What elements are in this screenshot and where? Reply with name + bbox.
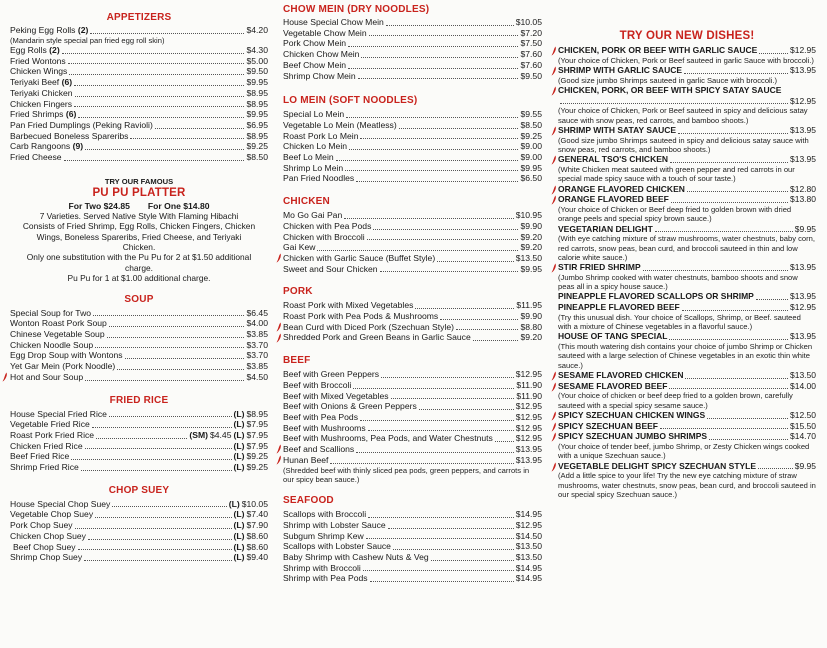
list-item: Shrimp Fried Rice (L) $9.25 bbox=[10, 462, 268, 473]
dish-block bbox=[558, 194, 816, 223]
list-item: CHICKEN, PORK OR BEEF WITH GARLIC SAUCE $12.95 bbox=[558, 45, 816, 55]
item-description: (Good size jumbo Shrimps sauteed in garlic Sauce with broccoli.) bbox=[558, 75, 778, 85]
chili-pepper-icon bbox=[551, 86, 557, 96]
list-item: SPICY SZECHUAN CHICKEN WINGS $12.50 bbox=[558, 410, 816, 421]
dish-block bbox=[558, 331, 816, 370]
dish-block bbox=[558, 410, 816, 421]
list-item: SPICY SZECHUAN BEEF $15.50 bbox=[558, 420, 816, 431]
pupu-line: Pu Pu for 1 at $1.00 additional charge. bbox=[67, 273, 211, 284]
list-item: VEGETARIAN DELIGHT $9.95 bbox=[558, 223, 816, 234]
chicken-heading: CHICKEN bbox=[283, 196, 330, 208]
list-item: Mo Go Gai Pan $10.95 bbox=[283, 210, 542, 221]
chili-pepper-icon bbox=[551, 195, 557, 205]
list-item: Special Lo Mein $9.55 bbox=[283, 109, 542, 120]
chili-pepper-icon bbox=[2, 372, 8, 382]
item-description: (White Chicken meat sauteed with green pepper and red carrots in our special made spicy sauce with a touch of sour taste.) bbox=[558, 165, 795, 184]
item-description: (Shredded beef with thinly sliced pea pods, green peppers, and carrots in our spicy bean sauce.) bbox=[283, 465, 530, 484]
list-item: Pan Fried Dumplings (Peking Ravioli) $6.95 bbox=[10, 119, 268, 130]
dish-block bbox=[558, 381, 816, 410]
list-item: Chicken Lo Mein $9.00 bbox=[283, 141, 542, 152]
list-item: Vegetable Lo Mein (Meatless) $8.50 bbox=[283, 119, 542, 130]
list-item: Beef Lo Mein $9.00 bbox=[283, 152, 542, 163]
list-item: Fried Cheese $8.50 bbox=[10, 152, 268, 163]
dish-block bbox=[558, 370, 816, 381]
chili-pepper-icon bbox=[276, 444, 282, 454]
list-item: GENERAL TSO'S CHICKEN $13.95 bbox=[558, 154, 816, 165]
seafood-list bbox=[283, 509, 542, 584]
pupu-line: Wings, Boneless Spareribs, Fried Cheese, and Teriyaki bbox=[36, 231, 242, 242]
list-item: Pork Chop Suey (L) $7.90 bbox=[10, 520, 268, 531]
list-item: Fried Shrimps (6) $9.95 bbox=[10, 109, 268, 120]
list-item: Teriyaki Chicken $8.95 bbox=[10, 87, 268, 98]
pupu-platter-block bbox=[10, 177, 268, 284]
list-item: Egg Drop Soup with Wontons $3.70 bbox=[10, 350, 268, 361]
list-item: Pork Chow Mein $7.50 bbox=[283, 38, 542, 49]
chili-pepper-icon bbox=[551, 126, 557, 136]
list-item: Yet Gar Mein (Pork Noodle) $3.85 bbox=[10, 361, 268, 372]
chow-mein-list bbox=[283, 17, 542, 81]
list-item: Special Soup for Two $6.45 bbox=[10, 307, 268, 318]
fried-rice-list bbox=[10, 409, 268, 473]
list-item: PINEAPPLE FLAVORED BEEF $12.95 bbox=[558, 302, 816, 313]
list-item: Carb Rangoons (9) $9.25 bbox=[10, 141, 268, 152]
item-description: (Mandarin style special pan fried egg roll skin) bbox=[10, 35, 165, 45]
seafood-heading: SEAFOOD bbox=[283, 495, 334, 507]
chop-suey-list bbox=[10, 499, 268, 563]
item-description: (Jumbo Shrimp cooked with water chestnuts, bamboo shoots and snow peas all in a spicy house sauce.) bbox=[558, 272, 798, 292]
chili-pepper-icon bbox=[551, 66, 557, 76]
list-item: House Special Chop Suey (L) $10.05 bbox=[10, 498, 268, 509]
list-item: Vegetable Chop Suey (L) $7.40 bbox=[10, 509, 268, 520]
chili-pepper-icon bbox=[551, 371, 557, 381]
list-item: Scallops with Broccoli $14.95 bbox=[283, 509, 542, 520]
chow-mein-heading: CHOW MEIN (DRY NOODLES) bbox=[283, 4, 430, 15]
list-item: SHRIMP WITH SATAY SAUCE $13.95 bbox=[558, 125, 816, 135]
new-dishes-heading: TRY OUR NEW DISHES! bbox=[619, 30, 755, 42]
list-item: Shrimp Chop Suey (L) $9.40 bbox=[10, 552, 268, 563]
list-item: House Special Chow Mein $10.05 bbox=[283, 17, 542, 27]
list-item: SESAME FLAVORED BEEF $14.00 bbox=[558, 380, 816, 391]
pupu-line: Consists of Fried Shrimp, Egg Rolls, Chicken Fingers, Chicken bbox=[22, 221, 256, 232]
chicken-list bbox=[283, 210, 542, 274]
appetizers-list bbox=[10, 25, 268, 163]
list-item: STIR FRIED SHRIMP $13.95 bbox=[558, 262, 816, 273]
list-item: Beef Fried Rice (L) $9.25 bbox=[10, 451, 268, 462]
list-item: Vegetable Fried Rice (L) $7.95 bbox=[10, 419, 268, 430]
chili-pepper-icon bbox=[276, 322, 282, 332]
list-item: Teriyaki Beef (6) $9.95 bbox=[10, 77, 268, 88]
list-item: Vegetable Chow Mein $7.20 bbox=[283, 27, 542, 38]
list-item: Beef with Broccoli $11.90 bbox=[283, 379, 542, 390]
list-item: SESAME FLAVORED CHICKEN $13.50 bbox=[558, 370, 816, 381]
list-item: Beef with Green Peppers $12.95 bbox=[283, 369, 542, 380]
list-item: Chicken Chop Suey (L) $8.60 bbox=[10, 530, 268, 541]
list-item: Subgum Shrimp Kew $14.50 bbox=[283, 530, 542, 541]
list-item: Chicken Fried Rice (L) $7.95 bbox=[10, 440, 268, 451]
list-item: CHICKEN, PORK, OR BEEF WITH SPICY SATAY SAUCE bbox=[558, 85, 782, 95]
list-item: House Special Fried Rice (L) $8.95 bbox=[10, 408, 268, 419]
chili-pepper-icon bbox=[551, 263, 557, 273]
dish-block bbox=[558, 224, 816, 263]
dish-block bbox=[558, 421, 816, 432]
pupu-line: Only one substitution with the Pu Pu for 2 at $1.50 additional bbox=[26, 252, 252, 263]
chili-pepper-icon bbox=[551, 185, 557, 195]
list-item: HOUSE OF TANG SPECIAL $13.95 bbox=[558, 331, 816, 342]
list-item: Shrimp with Pea Pods $14.95 bbox=[283, 573, 542, 584]
list-item: Pan Fried Noodles $6.50 bbox=[283, 173, 542, 184]
pupu-line: Chicken. bbox=[122, 241, 156, 252]
list-item: Fried Wontons $5.00 bbox=[10, 55, 268, 66]
list-item: Roast Pork with Pea Pods & Mushrooms $9.90 bbox=[283, 311, 542, 322]
list-item: Chicken Noodle Soup $3.70 bbox=[10, 339, 268, 350]
list-item: PINEAPPLE FLAVORED SCALLOPS OR SHRIMP $13.95 bbox=[558, 291, 816, 302]
dish-block bbox=[558, 302, 816, 331]
list-item: Beef with Mushrooms $12.95 bbox=[283, 422, 542, 433]
list-item: Hot and Sour Soup $4.50 bbox=[10, 371, 268, 382]
chili-pepper-icon bbox=[276, 455, 282, 465]
chili-pepper-icon bbox=[551, 411, 557, 421]
list-item: Chicken Wings $9.50 bbox=[10, 66, 268, 77]
list-item: Scallops with Lobster Sauce $13.50 bbox=[283, 541, 542, 552]
list-item: Shrimp with Lobster Sauce $12.95 bbox=[283, 519, 542, 530]
dish-block bbox=[558, 154, 816, 183]
chili-pepper-icon bbox=[551, 422, 557, 432]
list-item: Sweet and Sour Chicken $9.95 bbox=[283, 263, 542, 274]
list-item: SHRIMP WITH GARLIC SAUCE $13.95 bbox=[558, 65, 816, 75]
dish-block bbox=[558, 45, 816, 65]
chili-pepper-icon bbox=[551, 462, 557, 472]
soup-heading: SOUP bbox=[124, 293, 154, 305]
dish-block bbox=[558, 125, 816, 154]
list-item: Beef with Mixed Vegetables $11.90 bbox=[283, 390, 542, 401]
list-item: SPICY SZECHUAN JUMBO SHRIMPS $14.70 bbox=[558, 431, 816, 442]
item-description: (Try this unusual dish. Your choice of Scallops, Shrimp, or Beef. sauteed with a mixture of Chinese vegetables in a flavorful sauce.) bbox=[558, 312, 801, 332]
dish-block bbox=[558, 291, 816, 302]
chili-pepper-icon bbox=[551, 382, 557, 392]
appetizers-heading: APPETIZERS bbox=[106, 12, 172, 23]
pork-list bbox=[283, 300, 542, 343]
column-right bbox=[558, 0, 816, 499]
list-item: Wonton Roast Pork Soup $4.00 bbox=[10, 318, 268, 329]
item-description: (With eye catching mixture of straw mushrooms, water chestnuts, baby corn, red carrots, snow peas, bean curd, and broccoli sauteed in thin and low calorie white sauce.) bbox=[558, 234, 816, 262]
column-left bbox=[10, 0, 268, 563]
item-description: (Your choice of chicken or beef deep fried to a golden brown, carefully sauteed with a special spicy sesame sauce.) bbox=[558, 391, 793, 410]
list-item: Chicken Fingers $8.95 bbox=[10, 98, 268, 109]
list-item: Beef Chow Mein $7.60 bbox=[283, 59, 542, 70]
pupu-line: charge. bbox=[125, 262, 153, 273]
list-item: Gai Kew $9.20 bbox=[283, 242, 542, 253]
list-item: Bean Curd with Diced Pork (Szechuan Style) $8.80 bbox=[283, 321, 542, 332]
list-item: Barbecued Boneless Spareribs $8.95 bbox=[10, 130, 268, 141]
beef-list bbox=[283, 369, 542, 484]
beef-heading: BEEF bbox=[283, 355, 311, 367]
dish-block bbox=[558, 431, 816, 460]
item-description: (Good size jumbo Shrimps sauteed in spicy and delicious satay sauce with snow peas, red carrots, and bamboo shoots.) bbox=[558, 135, 809, 154]
chop-suey-heading: CHOP SUEY bbox=[108, 484, 170, 496]
chili-pepper-icon bbox=[551, 155, 557, 165]
list-item: Beef with Mushrooms, Pea Pods, and Water Chestnuts $12.95 bbox=[283, 433, 542, 444]
list-item: ORANGE FLAVORED BEEF $13.80 bbox=[558, 194, 816, 205]
dish-block bbox=[558, 461, 816, 500]
list-item: VEGETABLE DELIGHT SPICY SZECHUAN STYLE $9.95 bbox=[558, 460, 816, 471]
soup-list bbox=[10, 308, 268, 383]
list-item: Beef Chop Suey (L) $8.60 bbox=[13, 541, 268, 552]
list-item: Beef with Pea Pods $12.95 bbox=[283, 411, 542, 422]
list-item: Roast Pork with Mixed Vegetables $11.95 bbox=[283, 300, 542, 311]
new-dishes-list bbox=[558, 45, 816, 499]
pupu-prices: For Two $24.85 For One $14.80 bbox=[68, 200, 210, 211]
list-item: Hunan Beef $13.95 bbox=[283, 454, 542, 465]
item-description: (Add a little spice to your life! Try the new eye catching mixture of straw mushrooms, water chestnuts, snow peas, bean curd, and broccoli sauteed in our special spicy Szechuan sauce.) bbox=[558, 471, 816, 500]
list-item: Chicken with Broccoli $9.20 bbox=[283, 231, 542, 242]
chili-pepper-icon bbox=[276, 253, 282, 263]
dish-block bbox=[558, 65, 816, 85]
list-item: Beef and Scallions $13.95 bbox=[283, 444, 542, 455]
pork-heading: PORK bbox=[283, 286, 313, 298]
dish-block bbox=[558, 85, 816, 125]
item-description: (This mouth watering dish contains your choice of jumbo Shrimp or Chicken sauteed with a large selection of Chinese vegetables in an exotic thin white sauce.) bbox=[558, 342, 813, 370]
list-item: Shrimp with Broccoli $14.95 bbox=[283, 562, 542, 573]
list-item: Beef with Onions & Green Peppers $12.95 bbox=[283, 401, 542, 412]
chili-pepper-icon bbox=[276, 333, 282, 343]
list-item: Roast Pork Lo Mein $9.25 bbox=[283, 130, 542, 141]
list-item: ORANGE FLAVORED CHICKEN $12.80 bbox=[558, 183, 816, 194]
list-item: Chinese Vegetable Soup $3.85 bbox=[10, 328, 268, 339]
list-item: Egg Rolls (2) $4.30 bbox=[10, 45, 268, 55]
list-item: Shrimp Lo Mein $9.95 bbox=[283, 162, 542, 173]
dish-block bbox=[558, 184, 816, 195]
pupu-heading: PU PU PLATTER bbox=[92, 186, 186, 199]
lo-mein-heading: LO MEIN (SOFT NOODLES) bbox=[283, 95, 418, 107]
dish-block bbox=[558, 262, 816, 291]
item-description: (Your choice of Chicken, Pork or Beef sauteed in spicy and delicious satay sauce with snow peas, red carrots, and bamboo shoots.) bbox=[558, 106, 808, 125]
list-item: Chicken with Garlic Sauce (Buffet Style) $13.50 bbox=[283, 252, 542, 263]
list-item: Baby Shrimp with Cashew Nuts & Veg $13.50 bbox=[283, 551, 542, 562]
list-item: Roast Pork Fried Rice (SM) $4.45 (L) $7.95 bbox=[10, 429, 268, 440]
pupu-try-label: TRY OUR FAMOUS bbox=[104, 176, 174, 186]
list-item: Shredded Pork and Green Beans in Garlic Sauce $9.20 bbox=[283, 332, 542, 343]
list-item: Shrimp Chow Mein $9.50 bbox=[283, 70, 542, 81]
lo-mein-list bbox=[283, 109, 542, 184]
list-item: Chicken Chow Mein $7.60 bbox=[283, 49, 542, 60]
item-description: (Your choice of tender beef, jumbo Shrimp, or Zesty Chicken wings cooked with a unique Szechuan sauce.) bbox=[558, 442, 810, 461]
fried-rice-heading: FRIED RICE bbox=[109, 394, 169, 406]
pupu-line: 7 Varieties. Served Native Style With Flaming Hibachi bbox=[39, 210, 239, 221]
item-description: (Your choice of Chicken or Beef deep fried to golden brown with dried orange peels and special spicy brown sauce.) bbox=[558, 205, 792, 224]
list-item: Peking Egg Rolls (2) $4.20 bbox=[10, 25, 268, 35]
item-description: (Your choice of Chicken, Pork or Beef sauteed in garlic Sauce with broccoli.) bbox=[558, 55, 814, 65]
list-item-price-row: $12.95 bbox=[558, 96, 816, 107]
list-item: Chicken with Pea Pods $9.90 bbox=[283, 220, 542, 231]
chili-pepper-icon bbox=[551, 432, 557, 442]
column-middle bbox=[283, 0, 542, 584]
chili-pepper-icon bbox=[551, 46, 557, 56]
